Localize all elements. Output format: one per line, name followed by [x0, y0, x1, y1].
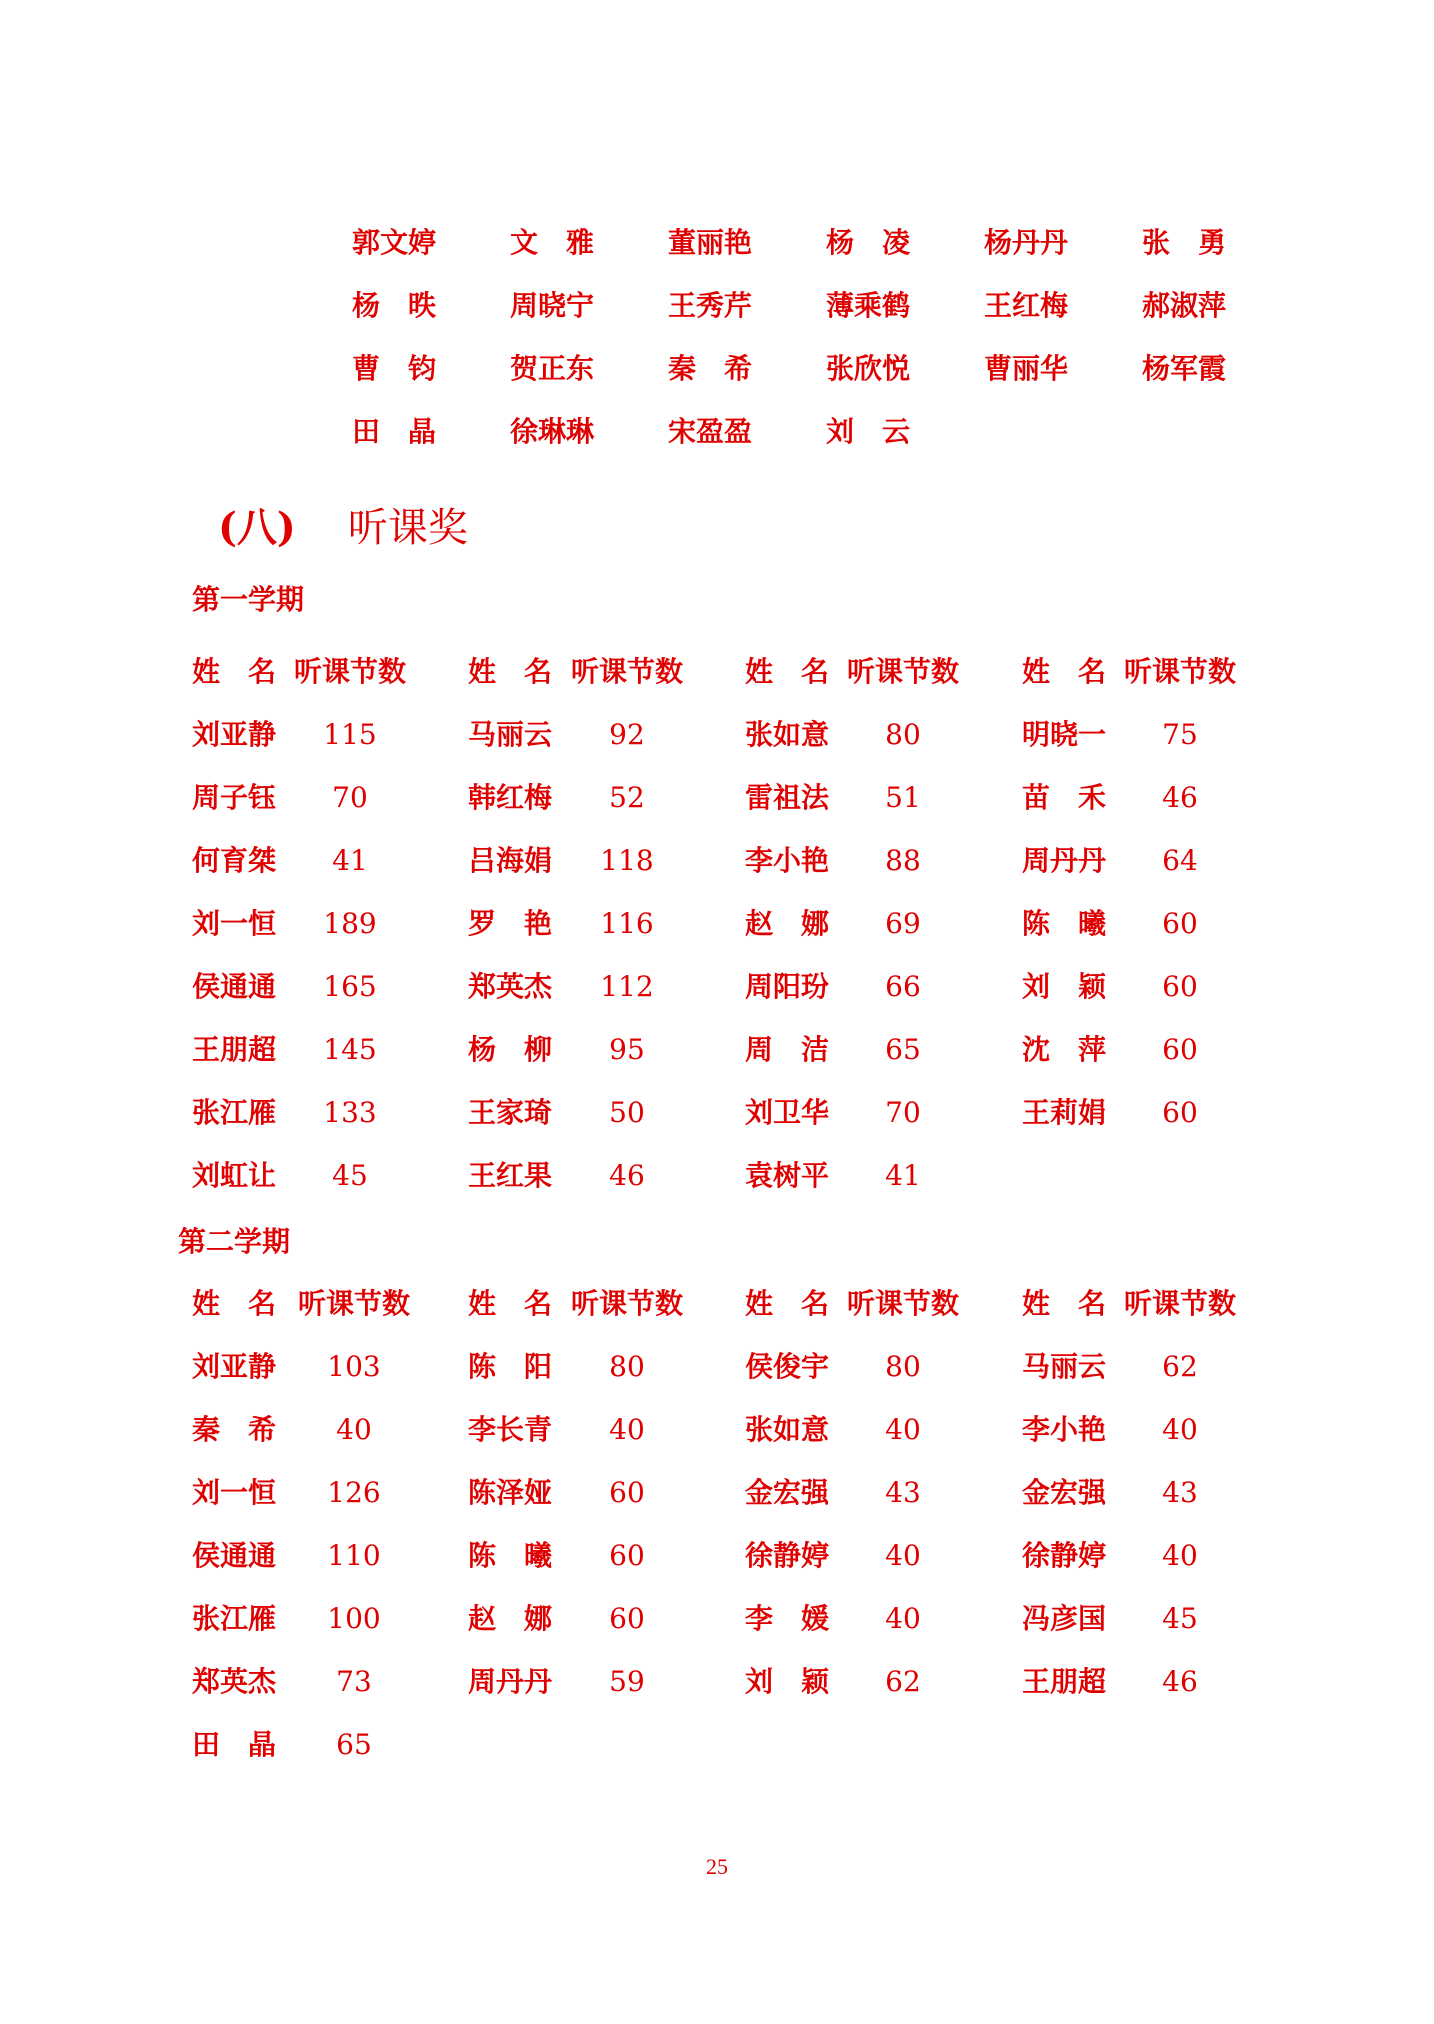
person-name: 侯俊宇 — [745, 1350, 830, 1383]
person-name: 陈泽娅 — [468, 1476, 553, 1509]
person-name: 刘 颖 — [745, 1665, 830, 1698]
header-name: 姓 名 — [468, 655, 553, 688]
header-count: 听课节数 — [570, 655, 683, 688]
lesson-count: 70 — [332, 781, 368, 814]
person-name: 赵 娜 — [745, 907, 830, 940]
name-entry: 贺正东 — [510, 352, 595, 385]
lesson-count: 100 — [327, 1602, 381, 1635]
name-entry: 秦 希 — [668, 352, 753, 385]
person-name: 张如意 — [745, 1413, 830, 1446]
person-name: 陈 曦 — [468, 1539, 553, 1572]
page-number: 25 — [706, 1854, 728, 1879]
name-entry: 张欣悦 — [826, 352, 911, 385]
lesson-count: 41 — [332, 844, 368, 877]
person-name: 周阳玢 — [745, 970, 830, 1003]
semester-1-label: 第一学期 — [192, 583, 305, 616]
lesson-count: 133 — [323, 1096, 377, 1129]
person-name: 金宏强 — [1022, 1476, 1107, 1509]
lesson-count: 46 — [609, 1159, 645, 1192]
header-name: 姓 名 — [468, 1287, 553, 1320]
lesson-count: 65 — [336, 1728, 372, 1761]
person-name: 田 晶 — [192, 1728, 277, 1761]
name-entry: 文 雅 — [510, 226, 595, 259]
person-name: 王家琦 — [468, 1096, 553, 1129]
name-entry: 杨丹丹 — [984, 226, 1069, 259]
lesson-count: 189 — [323, 907, 377, 940]
name-entry: 王秀芹 — [668, 289, 753, 322]
person-name: 苗 禾 — [1022, 781, 1107, 814]
lesson-count: 145 — [323, 1033, 377, 1066]
name-entry: 杨军霞 — [1142, 352, 1227, 385]
person-name: 金宏强 — [745, 1476, 830, 1509]
header-name: 姓 名 — [1022, 655, 1107, 688]
person-name: 刘卫华 — [745, 1096, 830, 1129]
person-name: 刘亚静 — [192, 718, 277, 751]
lesson-count: 40 — [885, 1413, 921, 1446]
person-name: 明晓一 — [1022, 718, 1107, 751]
header-count: 听课节数 — [846, 1287, 959, 1320]
header-count: 听课节数 — [1123, 655, 1236, 688]
lesson-count: 118 — [600, 844, 654, 877]
name-entry: 薄乘鹤 — [826, 289, 911, 322]
person-name: 刘虹让 — [192, 1159, 277, 1192]
person-name: 雷祖法 — [745, 781, 830, 814]
lesson-count: 45 — [332, 1159, 368, 1192]
lesson-count: 103 — [327, 1350, 381, 1383]
lesson-count: 70 — [885, 1096, 921, 1129]
lesson-count: 80 — [885, 718, 921, 751]
section-heading — [218, 502, 468, 554]
lesson-count: 60 — [1162, 1033, 1198, 1066]
person-name: 秦 希 — [192, 1413, 277, 1446]
header-name: 姓 名 — [192, 655, 277, 688]
header-name: 姓 名 — [192, 1287, 277, 1320]
names-row — [352, 349, 1300, 412]
name-entry: 周晓宁 — [510, 289, 595, 322]
name-entry: 徐琳琳 — [510, 415, 595, 448]
header-count: 听课节数 — [297, 1287, 410, 1320]
name-entry: 曹丽华 — [984, 352, 1069, 385]
lesson-count: 40 — [1162, 1413, 1198, 1446]
lesson-count: 45 — [1162, 1602, 1198, 1635]
name-entry: 董丽艳 — [668, 226, 753, 259]
section-title: 听课奖 — [347, 505, 468, 551]
person-name: 王朋超 — [192, 1033, 277, 1066]
lesson-count: 115 — [323, 718, 377, 751]
person-name: 韩红梅 — [468, 781, 553, 814]
names-row — [352, 412, 1300, 475]
person-name: 张江雁 — [192, 1096, 277, 1129]
lesson-count: 40 — [1162, 1539, 1198, 1572]
lesson-count: 60 — [609, 1539, 645, 1572]
lesson-count: 116 — [600, 907, 654, 940]
name-entry: 曹 钧 — [352, 352, 437, 385]
person-name: 张如意 — [745, 718, 830, 751]
name-entry: 杨 昳 — [352, 289, 437, 322]
header-count: 听课节数 — [570, 1287, 683, 1320]
lesson-count: 40 — [885, 1539, 921, 1572]
lesson-count: 92 — [609, 718, 645, 751]
lesson-count: 73 — [336, 1665, 372, 1698]
person-name: 徐静婷 — [745, 1539, 830, 1572]
name-entry: 郭文婷 — [352, 226, 437, 259]
name-entry: 王红梅 — [984, 289, 1069, 322]
lesson-count: 41 — [885, 1159, 921, 1192]
names-row — [352, 223, 1300, 286]
lesson-count: 112 — [600, 970, 654, 1003]
lesson-count: 40 — [336, 1413, 372, 1446]
lesson-count: 60 — [1162, 970, 1198, 1003]
person-name: 袁树平 — [745, 1159, 830, 1192]
lesson-count: 60 — [1162, 1096, 1198, 1129]
person-name: 周丹丹 — [468, 1665, 553, 1698]
lesson-count: 46 — [1162, 781, 1198, 814]
lesson-count: 40 — [609, 1413, 645, 1446]
person-name: 张江雁 — [192, 1602, 277, 1635]
person-name: 陈 曦 — [1022, 907, 1107, 940]
name-entry: 张 勇 — [1142, 226, 1227, 259]
lesson-count: 126 — [327, 1476, 381, 1509]
header-name: 姓 名 — [745, 1287, 830, 1320]
lesson-count: 46 — [1162, 1665, 1198, 1698]
person-name: 王红果 — [468, 1159, 553, 1192]
name-entry: 杨 凌 — [826, 226, 911, 259]
person-name: 刘一恒 — [192, 907, 277, 940]
lesson-count: 110 — [327, 1539, 381, 1572]
person-name: 陈 阳 — [468, 1350, 553, 1383]
header-name: 姓 名 — [745, 655, 830, 688]
header-name: 姓 名 — [1022, 1287, 1107, 1320]
top-names-grid — [352, 223, 1300, 475]
person-name: 沈 萍 — [1022, 1033, 1107, 1066]
lesson-count: 66 — [885, 970, 921, 1003]
person-name: 周 洁 — [745, 1033, 830, 1066]
person-name: 侯通通 — [192, 970, 277, 1003]
name-entry: 郝淑萍 — [1142, 289, 1227, 322]
header-count: 听课节数 — [1123, 1287, 1236, 1320]
lesson-count: 75 — [1162, 718, 1198, 751]
lesson-count: 40 — [885, 1602, 921, 1635]
header-count: 听课节数 — [846, 655, 959, 688]
person-name: 冯彦国 — [1022, 1602, 1107, 1635]
lesson-count: 69 — [885, 907, 921, 940]
person-name: 何育桀 — [192, 844, 277, 877]
names-row — [352, 286, 1300, 349]
person-name: 李长青 — [468, 1413, 553, 1446]
person-name: 马丽云 — [1022, 1350, 1107, 1383]
person-name: 杨 柳 — [468, 1033, 553, 1066]
lesson-count: 59 — [609, 1665, 645, 1698]
lesson-count: 65 — [885, 1033, 921, 1066]
person-name: 郑英杰 — [468, 970, 553, 1003]
person-name: 马丽云 — [468, 718, 553, 751]
person-name: 周丹丹 — [1022, 844, 1107, 877]
lesson-count: 60 — [609, 1476, 645, 1509]
person-name: 刘一恒 — [192, 1476, 277, 1509]
lesson-count: 60 — [609, 1602, 645, 1635]
person-name: 徐静婷 — [1022, 1539, 1107, 1572]
lesson-count: 43 — [885, 1476, 921, 1509]
lesson-count: 60 — [1162, 907, 1198, 940]
lesson-count: 52 — [609, 781, 645, 814]
person-name: 王莉娟 — [1022, 1096, 1107, 1129]
person-name: 郑英杰 — [192, 1665, 277, 1698]
person-name: 侯通通 — [192, 1539, 277, 1572]
name-entry: 刘 云 — [826, 415, 911, 448]
lesson-count: 80 — [609, 1350, 645, 1383]
person-name: 李小艳 — [1022, 1413, 1107, 1446]
person-name: 李小艳 — [745, 844, 830, 877]
name-entry: 田 晶 — [352, 415, 437, 448]
person-name: 刘 颖 — [1022, 970, 1107, 1003]
person-name: 周子钰 — [192, 781, 277, 814]
person-name: 罗 艳 — [468, 907, 553, 940]
lesson-count: 62 — [885, 1665, 921, 1698]
person-name: 吕海娟 — [468, 844, 553, 877]
person-name: 王朋超 — [1022, 1665, 1107, 1698]
person-name: 李 媛 — [745, 1602, 830, 1635]
lesson-count: 64 — [1162, 844, 1198, 877]
name-entry: 宋盈盈 — [668, 415, 753, 448]
section-number: (八) — [218, 504, 296, 551]
header-count: 听课节数 — [293, 655, 406, 688]
lesson-count: 51 — [885, 781, 921, 814]
person-name: 赵 娜 — [468, 1602, 553, 1635]
lesson-count: 165 — [323, 970, 377, 1003]
lesson-count: 62 — [1162, 1350, 1198, 1383]
lesson-count: 88 — [885, 844, 921, 877]
lesson-count: 50 — [609, 1096, 645, 1129]
person-name: 刘亚静 — [192, 1350, 277, 1383]
lesson-count: 95 — [609, 1033, 645, 1066]
lesson-count: 43 — [1162, 1476, 1198, 1509]
lesson-count: 80 — [885, 1350, 921, 1383]
semester-2-label: 第二学期 — [178, 1225, 291, 1258]
